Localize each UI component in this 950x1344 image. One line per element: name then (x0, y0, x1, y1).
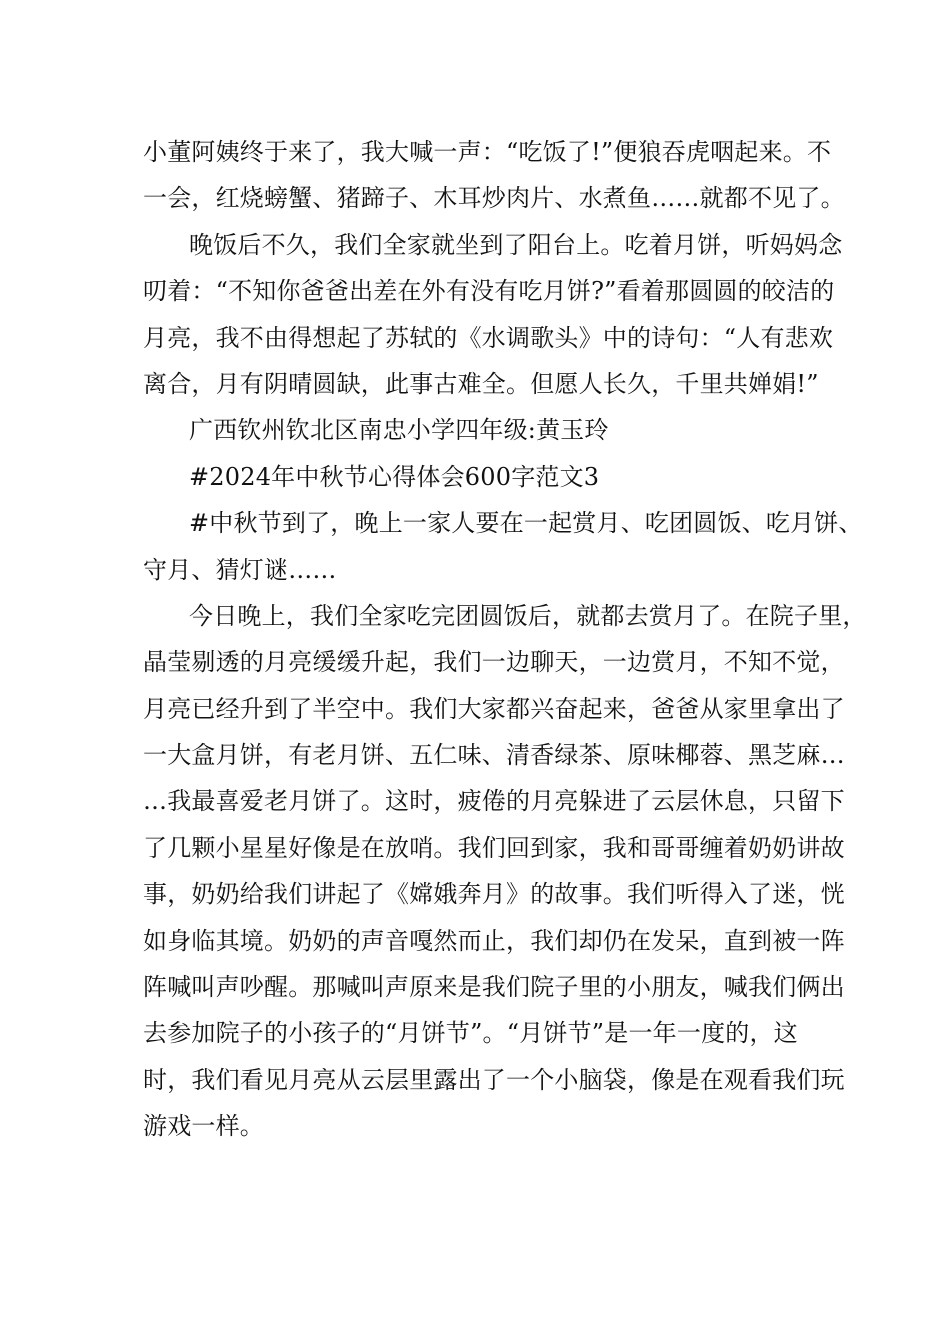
author-line: 广西钦州钦北区南忠小学四年级:黄玉玲 (189, 416, 609, 445)
text-line: 时，我们看见月亮从云层里露出了一个小脑袋，像是在观看我们玩 (143, 1065, 845, 1094)
text-line: 去参加院子的小孩子的“月饼节”。“月饼节”是一年一度的，这 (143, 1019, 798, 1048)
text-line: 如身临其境。奶奶的声音嘎然而止，我们却仍在发呆，直到被一阵 (143, 926, 845, 955)
text-line: 叨着：“不知你爸爸出差在外有没有吃月饼?”看着那圆圆的皎洁的 (143, 277, 835, 306)
text-line: …我最喜爱老月饼了。这时，疲倦的月亮躲进了云层休息，只留下 (143, 787, 845, 816)
text-line: 月亮，我不由得想起了苏轼的《水调歌头》中的诗句：“人有悲欢 (143, 323, 834, 352)
text-line: #中秋节到了，晚上一家人要在一起赏月、吃团圆饭、吃月饼、 (189, 509, 863, 538)
text-line: 晶莹剔透的月亮缓缓升起，我们一边聊天，一边赏月，不知不觉， (143, 648, 845, 677)
text-line: 了几颗小星星好像是在放哨。我们回到家，我和哥哥缠着奶奶讲故 (143, 833, 845, 862)
text-line: 今日晚上，我们全家吃完团圆饭后，就都去赏月了。在院子里， (189, 601, 867, 630)
text-line: 游戏一样。 (143, 1112, 264, 1141)
text-line: 守月、猜灯谜…… (143, 555, 337, 584)
section-heading: #2024年中秋节心得体会600字范文3 (189, 462, 600, 491)
text-line: 小董阿姨终于来了，我大喊一声：“吃饭了!”便狼吞虎咽起来。不 (143, 138, 832, 166)
text-line: 晚饭后不久，我们全家就坐到了阳台上。吃着月饼，听妈妈念 (189, 230, 843, 259)
text-line: 月亮已经升到了半空中。我们大家都兴奋起来，爸爸从家里拿出了 (143, 694, 845, 723)
text-line: 事，奶奶给我们讲起了《嫦娥奔月》的故事。我们听得入了迷，恍 (143, 880, 845, 909)
text-line: 阵喊叫声吵醒。那喊叫声原来是我们院子里的小朋友，喊我们俩出 (143, 973, 845, 1002)
text-line: 离合，月有阴晴圆缺，此事古难全。但愿人长久，千里共婵娟!” (143, 369, 819, 398)
document-page (143, 132, 867, 1153)
text-line: 一会，红烧螃蟹、猪蹄子、木耳炒肉片、水煮鱼……就都不见了。 (143, 184, 845, 213)
text-line: 一大盒月饼，有老月饼、五仁味、清香绿茶、原味椰蓉、黑芝麻… (143, 741, 845, 770)
